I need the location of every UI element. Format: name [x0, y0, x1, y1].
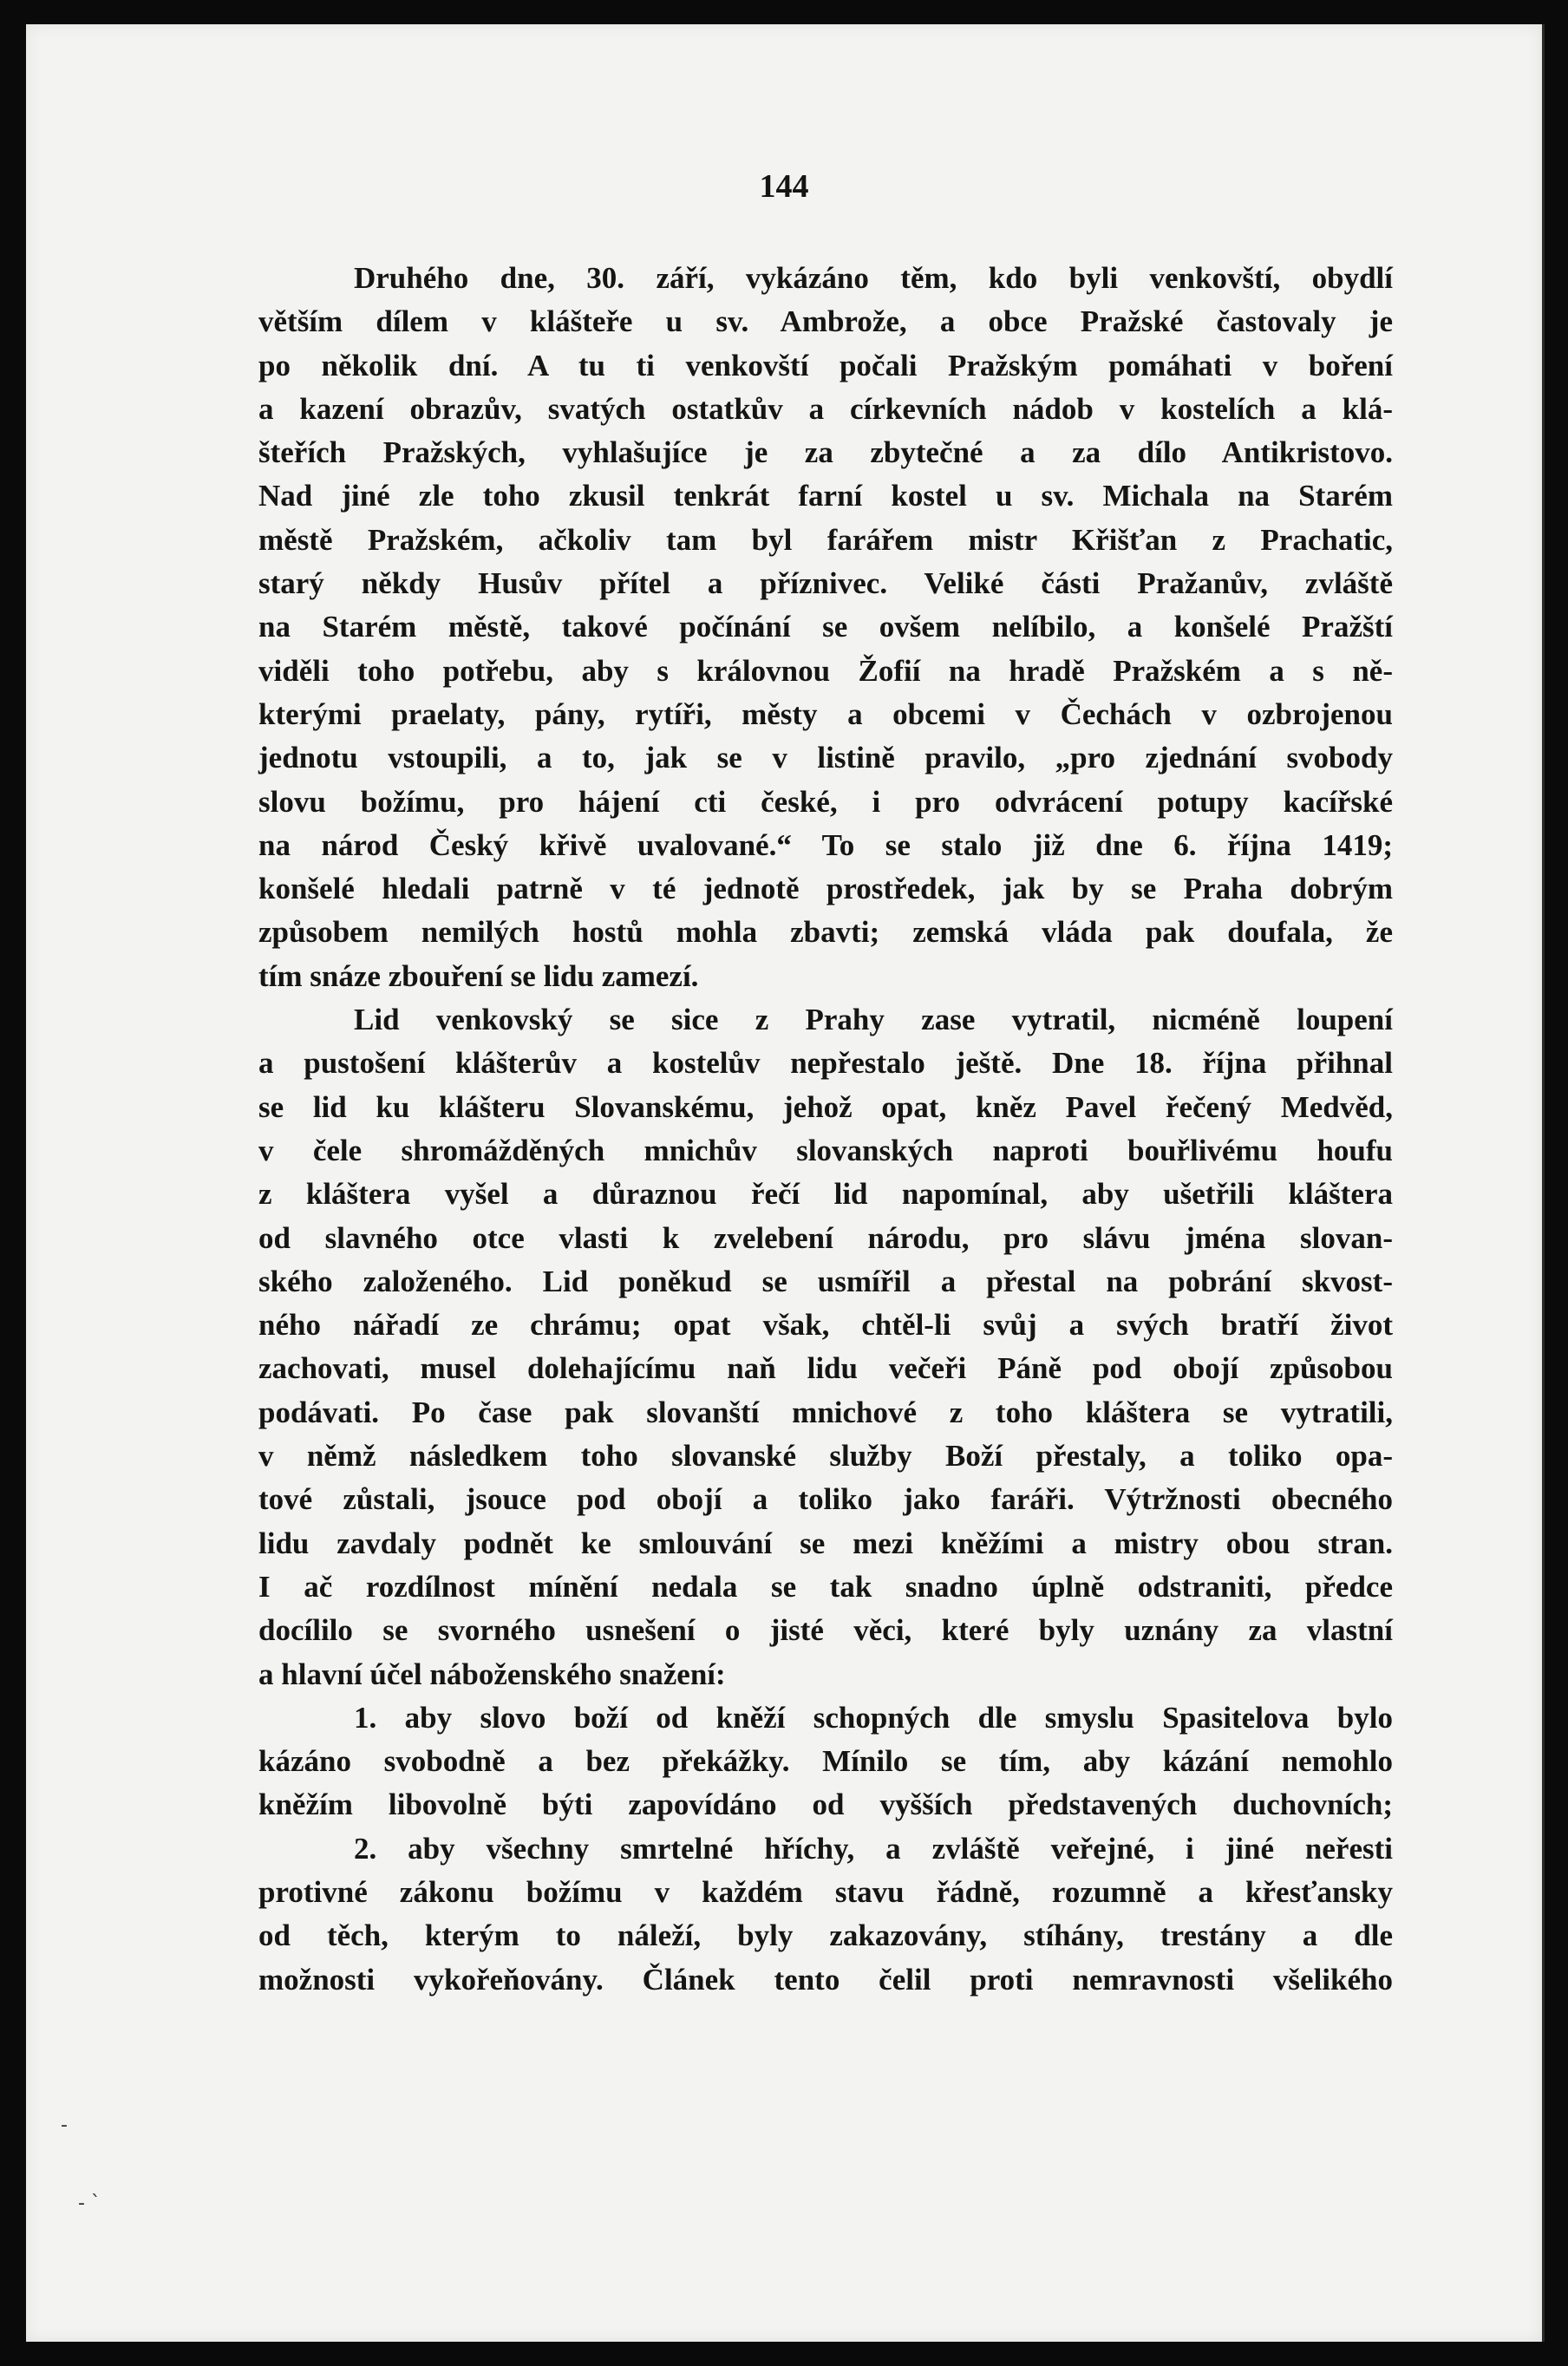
text-line: slovu božímu, pro hájení cti české, i pro odvrácení potupy kacířské — [258, 784, 1393, 819]
text-line: 2. aby všechny smrtelné hříchy, a zvláště veřejné, i jiné neřesti — [354, 1831, 1393, 1866]
scan-speck: - — [61, 2114, 68, 2136]
text-line: na národ Český křivě uvalované.“ To se stalo již dne 6. října 1419; — [258, 827, 1393, 862]
page-number: 144 — [759, 168, 809, 205]
text-line: protivné zákonu božímu v každém stavu řádně, rozumně a křesťansky — [258, 1874, 1393, 1909]
text-line: tím snáze zbouření se lidu zamezí. — [258, 958, 699, 993]
text-line: v čele shromážděných mnichův slovanských naproti bouřlivému houfu — [258, 1133, 1393, 1167]
text-line: šteřích Pražských, vyhlašujíce je za zbytečné a za dílo Antikristovo. — [258, 435, 1393, 470]
text-line: ného nářadí ze chrámu; opat však, chtěl-li svůj a svých bratří život — [258, 1308, 1393, 1343]
paragraph-2 — [258, 998, 1393, 1696]
text-line: viděli toho potřebu, aby s královnou Žofií na hradě Pražském a s ně- — [258, 653, 1393, 688]
text-line: větším dílem v klášteře u sv. Ambrože, a obce Pražské častovaly je — [258, 304, 1393, 339]
text-line: a hlavní účel náboženského snažení: — [258, 1657, 726, 1691]
text-line: jednotu vstoupili, a to, jak se v listině pravilo, „pro zjednání svobody — [258, 741, 1393, 775]
text-line: způsobem nemilých hostů mohla zbavti; zemská vláda pak doufala, že — [258, 915, 1393, 950]
text-line: na Starém městě, takové počínání se ovšem nelíbilo, a konšelé Pražští — [258, 610, 1393, 644]
text-line: kněžím libovolně býti zapovídáno od vyšších představených duchovních; — [258, 1788, 1393, 1822]
text-line: od slavného otce vlasti k zvelebení národu, pro slávu jména slovan- — [258, 1220, 1393, 1255]
text-line: Lid venkovský se sice z Prahy zase vytratil, nicméně loupení — [354, 1003, 1393, 1037]
text-line: docílilo se svorného usnešení o jisté věci, které byly uznány za vlastní — [258, 1613, 1393, 1648]
text-line: Nad jiné zle toho zkusil tenkrát farní kostel u sv. Michala na Starém — [258, 479, 1393, 513]
text-line: se lid ku klášteru Slovanskému, jehož opat, kněz Pavel řečený Medvěd, — [258, 1089, 1393, 1124]
text-line: lidu zavdaly podnět ke smlouvání se mezi kněžími a mistry obou stran. — [258, 1526, 1393, 1560]
text-line: a kazení obrazův, svatých ostatkův a církevních nádob v kostelích a klá- — [258, 391, 1393, 426]
text-line: konšelé hledali patrně v té jednotě prostředek, jak by se Praha dobrým — [258, 872, 1393, 906]
document-page — [26, 24, 1545, 2342]
text-line: kterými praelaty, pány, rytíři, městy a obcemi v Čechách v ozbrojenou — [258, 696, 1393, 731]
text-line: městě Pražském, ačkoliv tam byl farářem mistr Křišťan z Prachatic, — [258, 522, 1393, 557]
text-line: možnosti vykořeňovány. Článek tento čelil proti nemravnosti všelikého — [258, 1962, 1393, 1997]
text-line: po několik dní. A tu ti venkovští počali Pražským pomáhati v boření — [258, 348, 1393, 382]
list-item-1 — [258, 1696, 1393, 1827]
text-line: podávati. Po čase pak slovanští mnichové z toho kláštera se vytratili, — [258, 1395, 1393, 1429]
text-line: a pustošení klášterův a kostelův nepřestalo ještě. Dne 18. října přihnal — [258, 1046, 1393, 1081]
text-line: tové zůstali, jsouce pod obojí a toliko jako faráři. Výtržnosti obecného — [258, 1482, 1393, 1517]
body-text — [258, 257, 1393, 2002]
list-item-2 — [258, 1827, 1393, 2002]
text-line: starý někdy Husův přítel a příznivec. Veliké části Pražanův, zvláště — [258, 566, 1393, 601]
text-line: ského založeného. Lid poněkud se usmířil a přestal na pobrání skvost- — [258, 1264, 1393, 1298]
text-line: z kláštera vyšel a důraznou řečí lid napomínal, aby ušetřili kláštera — [258, 1177, 1393, 1212]
text-line: I ač rozdílnost mínění nedala se tak snadno úplně odstraniti, předce — [258, 1569, 1393, 1604]
text-line: kázáno svobodně a bez překážky. Mínilo se tím, aby kázání nemohlo — [258, 1744, 1393, 1779]
text-line: 1. aby slovo boží od kněží schopných dle smyslu Spasitelova bylo — [354, 1700, 1393, 1735]
text-line: od těch, kterým to náleží, byly zakazovány, stíhány, trestány a dle — [258, 1918, 1393, 1953]
text-line: Druhého dne, 30. září, vykázáno těm, kdo byli venkovští, obydlí — [354, 261, 1393, 295]
scan-speck: - ` — [78, 2193, 101, 2214]
text-line: v němž následkem toho slovanské služby Boží přestaly, a toliko opa- — [258, 1439, 1393, 1474]
text-line: zachovati, musel dolehajícímu naň lidu večeři Páně pod obojí způsobou — [258, 1351, 1393, 1386]
paragraph-1 — [258, 257, 1393, 998]
